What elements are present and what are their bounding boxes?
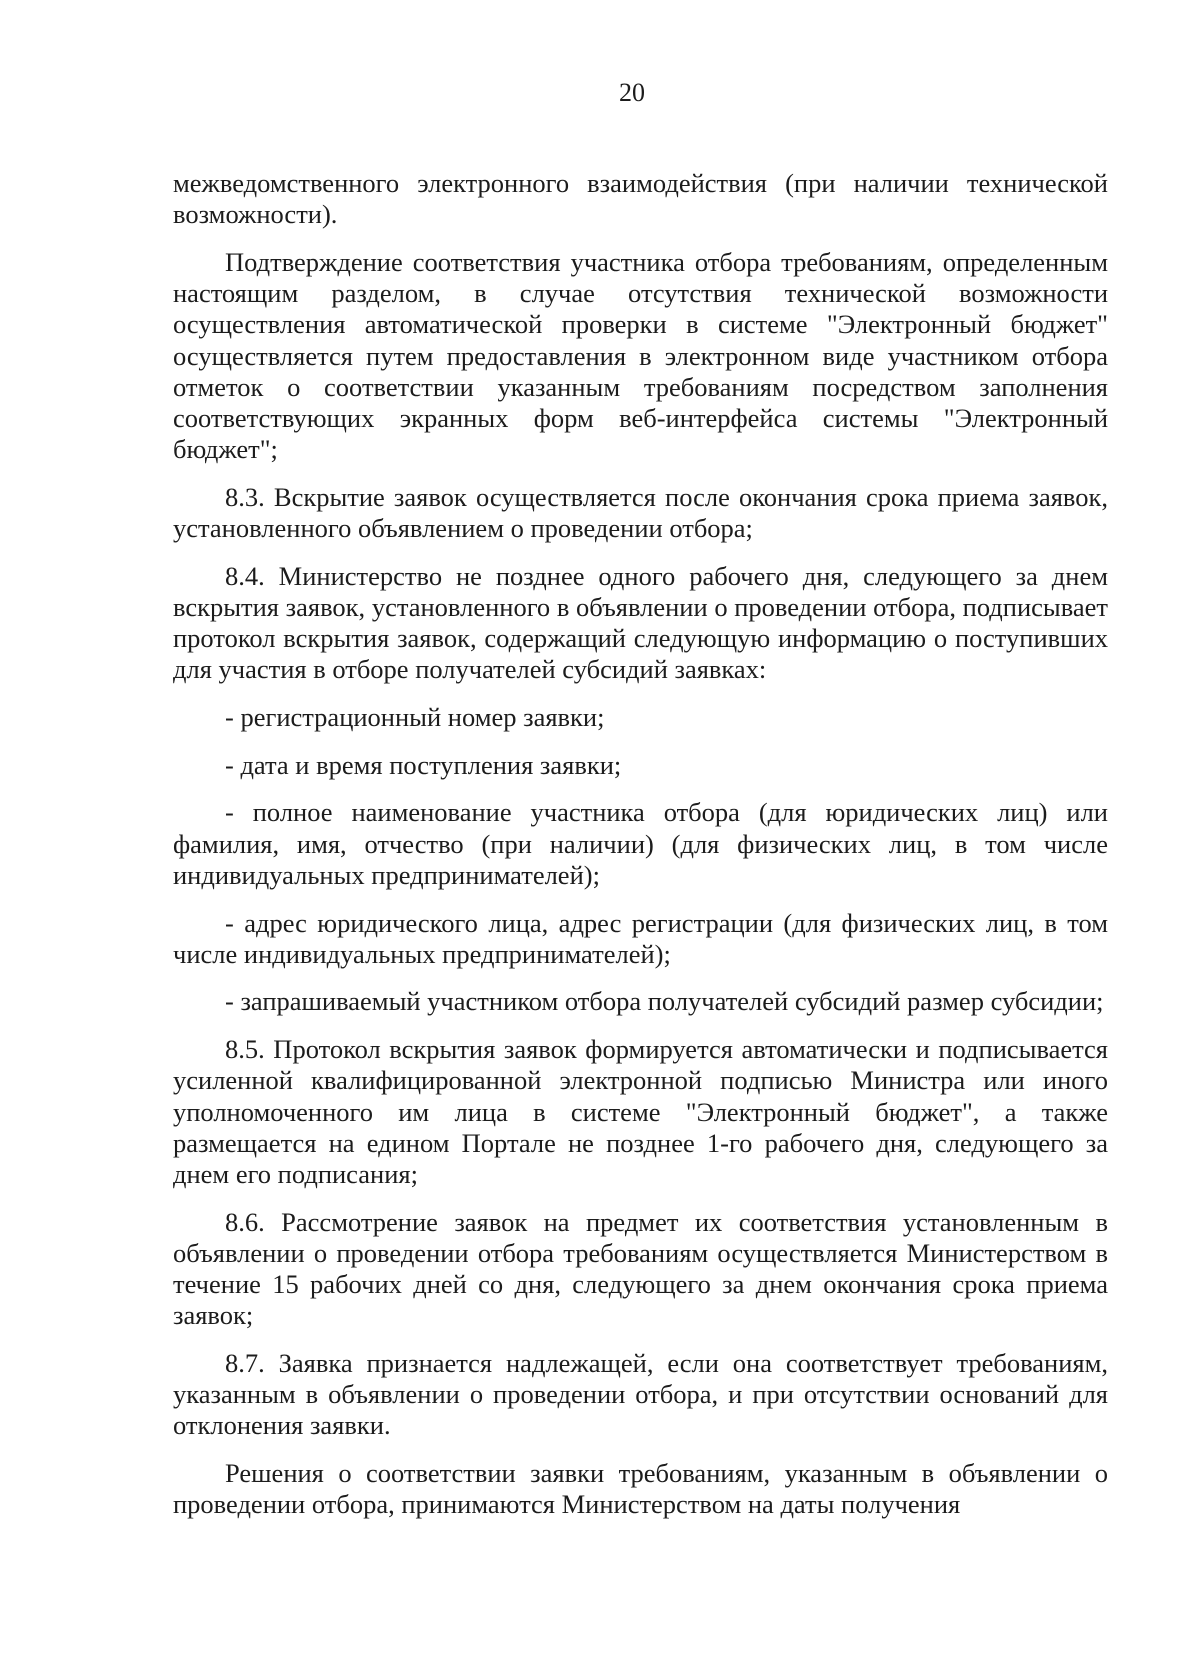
document-body [173,168,1108,1537]
paragraph-8-6: 8.6. Рассмотрение заявок на предмет их соответствия установленным в объявлении о проведении отбора требованиям осуществляется Министерством в течение 15 рабочих дней со дня, следующего за днем окончания срока приема заявок; [173,1206,1108,1331]
paragraph-8-5: 8.5. Протокол вскрытия заявок формируется автоматически и подписывается усиленной квалифицированной электронной подписью Министра или иного уполномоченного им лица в системе "Электронный бюджет", а также размещается на едином Портале не позднее 1-го рабочего дня, следующего за днем его подписания; [173,1034,1108,1189]
paragraph-decisions: Решения о соответствии заявки требованиям, указанным в объявлении о проведении отбора, принимаются Министерством на даты получения [173,1458,1108,1520]
list-item-full-name: - полное наименование участника отбора (для юридических лиц) или фамилия, имя, отчество (при наличии) (для физических лиц, в том числе индивидуальных предпринимателей); [173,797,1108,890]
page-number: 20 [619,78,645,107]
paragraph-8-4: 8.4. Министерство не позднее одного рабочего дня, следующего за днем вскрытия заявок, установленного в объявлении о проведении отбора, подписывает протокол вскрытия заявок, содержащий следующую информацию о поступивших для участия в отборе получателей субсидий заявках: [173,560,1108,685]
paragraph-8-7: 8.7. Заявка признается надлежащей, если она соответствует требованиям, указанным в объявлении о проведении отбора, и при отсутствии оснований для отклонения заявки. [173,1348,1108,1441]
paragraph-8-3: 8.3. Вскрытие заявок осуществляется после окончания срока приема заявок, установленного объявлением о проведении отбора; [173,481,1108,544]
list-item-registration-number: - регистрационный номер заявки; [225,702,605,733]
list-item-subsidy-amount: - запрашиваемый участником отбора получателей субсидий размер субсидии; [225,986,1104,1017]
list-item-address: - адрес юридического лица, адрес регистрации (для физических лиц, в том числе индивидуальных предпринимателей); [173,907,1108,969]
list-item-date-time: - дата и время поступления заявки; [225,749,622,780]
paragraph-continuation: межведомственного электронного взаимодействия (при наличии технической возможности). [173,168,1108,230]
paragraph-confirmation: Подтверждение соответствия участника отбора требованиям, определенным настоящим разделом, в случае отсутствия технической возможности осуществления автоматической проверки в системе "Электронный бюджет" осуществляется путем предоставления в электронном виде участником отбора отметок о соответствии указанным требованиям посредством заполнения соответствующих экранных форм веб-интерфейса системы "Электронный бюджет"; [173,246,1108,465]
